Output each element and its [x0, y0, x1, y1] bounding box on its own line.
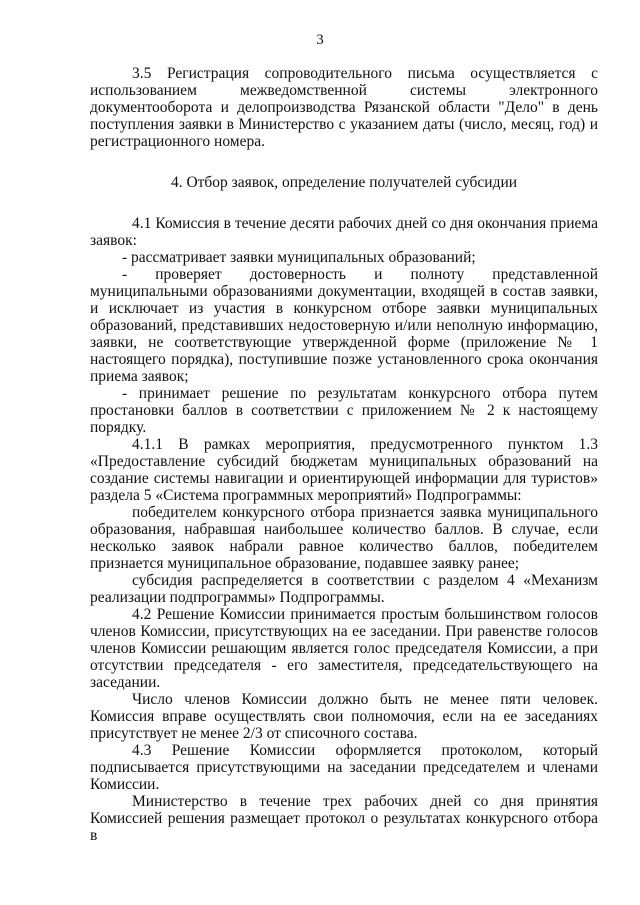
document-body: [90, 65, 598, 844]
paragraph-4-3: 4.3 Решение Комиссии оформляется протоколом, который подписывается присутствующими на заседании председателем и членами Комиссии.: [90, 742, 598, 793]
paragraph-quorum: Число членов Комиссии должно быть не менее пяти человек. Комиссия вправе осуществлять свои полномочия, если на ее заседаниях присутствует не менее 2/3 от списочного состава.: [90, 691, 598, 742]
paragraph-ministry: Министерство в течение трех рабочих дней со дня принятия Комиссией решения размещает протокол о результатах конкурсного отбора в: [90, 793, 598, 844]
paragraph-3-5: 3.5 Регистрация сопроводительного письма осуществляется с использованием межведомственной системы электронного документооборота и делопроизводства Рязанской области "Дело" в день поступления заявки в Министерство с указанием даты (число, месяц, год) и регистрационного номера.: [90, 65, 598, 150]
section-heading-4: 4. Отбор заявок, определение получателей субсидии: [170, 174, 518, 191]
paragraph-4-1-1: 4.1.1 В рамках мероприятия, предусмотренного пунктом 1.3 «Предоставление субсидий бюджетам муниципальных образований на создание системы навигации и ориентирующей информации для туристов» раздела 5 «Система программных мероприятий» Подпрограммы:: [90, 436, 598, 504]
list-item-verify: - проверяет достоверность и полноту представленной муниципальными образованиями документации, входящей в состав заявки, и исключает из участия в конкурсном отборе заявки муниципальных образований, представивших недостоверную и/или неполную информацию, заявки, не соответствующие утвержденной форме (приложение № 1 настоящего порядка), поступившие позже установленного срока окончания приема заявок;: [90, 266, 598, 385]
paragraph-4-1: 4.1 Комиссия в течение десяти рабочих дней со дня окончания приема заявок:: [90, 215, 598, 249]
list-item-decide: - принимает решение по результатам конкурсного отбора путем простановки баллов в соответствии с приложением № 2 к настоящему порядку.: [90, 385, 598, 436]
paragraph-winner: победителем конкурсного отбора признается заявка муниципального образования, набравшая наибольшее количество баллов. В случае, если несколько заявок набрали равное количество баллов, победителем признается муниципальное образование, подавшее заявку ранее;: [90, 504, 598, 572]
paragraph-4-2: 4.2 Решение Комиссии принимается простым большинством голосов членов Комиссии, присутствующих на ее заседании. При равенстве голосов членов Комиссии решающим является голос председателя Комиссии, а при отсутствии председателя - его заместителя, председательствующего на заседании.: [90, 606, 598, 691]
paragraph-distribution: субсидия распределяется в соответствии с разделом 4 «Механизм реализации подпрограммы» Подпрограммы.: [90, 572, 598, 606]
list-item-review: - рассматривает заявки муниципальных образований;: [122, 249, 476, 266]
page-number: 3: [316, 32, 324, 48]
